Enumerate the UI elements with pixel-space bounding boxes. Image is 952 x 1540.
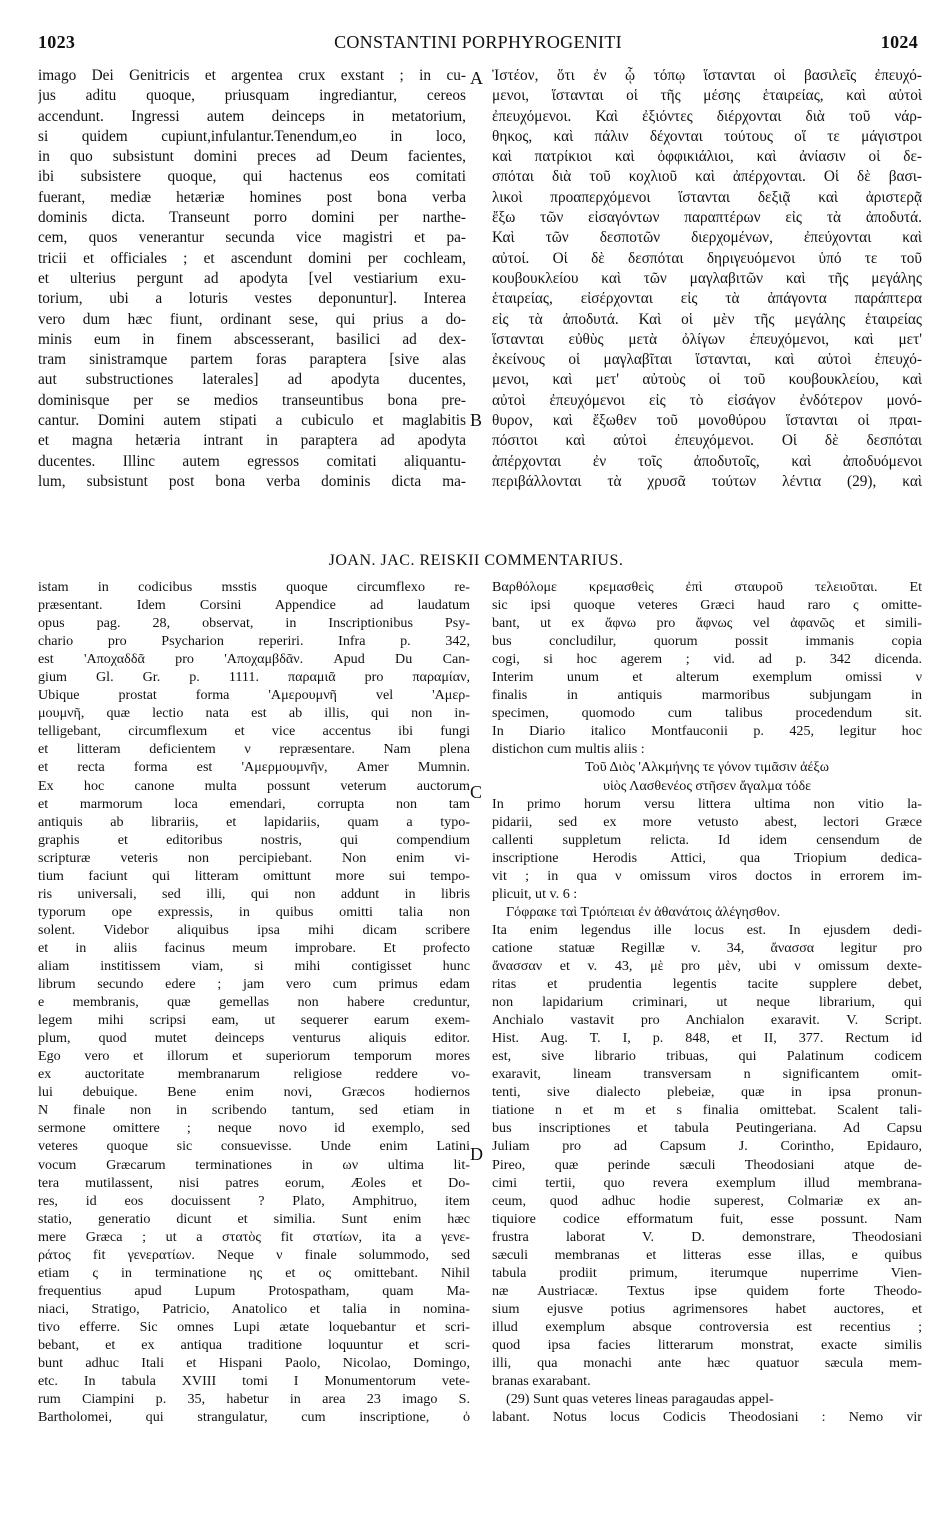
margin-marker-c: C bbox=[470, 782, 483, 802]
text-line: præsentant. Idem Corsini Appendice ad laudatum bbox=[38, 597, 470, 614]
text-line: lui debuique. Bene enim novi, Græcos hodiernos bbox=[38, 1084, 470, 1101]
text-line: bus concludilur, quorum possit immanis copia bbox=[492, 633, 922, 650]
text-line: Ubique prostat forma 'Αμερουμνῆ vel 'Αμερ- bbox=[38, 687, 470, 704]
text-line: distichon cum multis aliis : bbox=[492, 741, 645, 758]
text-line: θηκος, καὶ πάλιν δέχονται τούτους οἵ τε μάγιστροι bbox=[492, 127, 922, 145]
text-line: αὐτοί. Οἱ δὲ δεσπόται δηριγευόμενοι ὑπό τε τοῦ bbox=[492, 249, 922, 267]
text-line: opus pag. 28, observat, in Inscriptionibus Psy- bbox=[38, 615, 470, 632]
text-line: μενοι, ἵστανται οἱ τῆς μέσης ἑταιρείας, καὶ αὐτοὶ bbox=[492, 87, 922, 105]
text-line: ris universali, sed illi, qui non addunt in libris bbox=[38, 885, 470, 902]
text-line: næ Austriacæ. Textus ipse quidem forte Theodo- bbox=[492, 1282, 922, 1299]
text-line: plicuit, ut v. 6 : bbox=[492, 885, 578, 902]
text-line: Γόφρακε ταὶ Τριόπειαι ἐν ἀθανάτοις ἀλέγησθον. bbox=[506, 903, 781, 920]
text-line: et magna hetæria intrant in paraptera ad apodyta bbox=[38, 432, 466, 450]
text-line: αὐτοὶ ἐπευχόμενοι εἰς τὸ εἰσάγον ἐνδότερον μονό- bbox=[492, 391, 922, 409]
text-line: dominis dicta. Transeunt porro domini per narthe- bbox=[38, 209, 466, 227]
text-line: lum, subsistunt post bona verba dominis dicta ma- bbox=[38, 472, 466, 490]
text-line: In primo horum versu littera ultima non vitio la- bbox=[492, 795, 922, 812]
text-line: veteres quoque sic consuevisse. Unde enim Latini bbox=[38, 1138, 470, 1155]
text-line: tiquiore codice efformatum fuit, esse possunt. Nam bbox=[492, 1210, 922, 1227]
text-line: illud exemplum absque controversia est recentius ; bbox=[492, 1318, 922, 1335]
text-line: catione statuæ Regillæ v. 34, ἄνασσα legitur pro bbox=[492, 939, 922, 956]
text-line: σπόται διὰ τοῦ κοχλιοῦ καὶ ἀπέρχονται. Οἱ δὲ βασι- bbox=[492, 168, 922, 186]
text-line: tera mutilassent, nisi patres eorum, Æoles et Do- bbox=[38, 1174, 470, 1191]
text-line: et marmorum loca emendari, corrupta non tam bbox=[38, 795, 470, 812]
text-line: cantur. Domini autem stipati a cubiculo et maglabitis bbox=[38, 412, 466, 430]
text-line: ritas et prudentia legentis tacite supplere debet, bbox=[492, 976, 922, 993]
commentary-left-column bbox=[38, 578, 470, 1426]
text-line: ἑταιρείας, εἰσέρχονται εἰς τὰ ἀπάγοντα παράπτερα bbox=[492, 290, 922, 308]
greek-text-column bbox=[492, 66, 922, 492]
text-line: et in aliis facinus meum improbare. Et profecto bbox=[38, 939, 470, 956]
text-line: tium faciunt qui litteram omittunt more sui tempo- bbox=[38, 867, 470, 884]
text-line: Pireo, quæ perinde sæculi Theodosiani atque de- bbox=[492, 1156, 922, 1173]
text-line: librum secundo edere ; jam vero cum primus edam bbox=[38, 976, 470, 993]
text-line: finalis in antiquis marmoribus subjungam in bbox=[492, 687, 922, 704]
text-line: exaravit, lineam transversam n significantem omit- bbox=[492, 1066, 922, 1083]
text-line: ἄνασσαν et v. 43, μὲ pro μὲν, ubi ν omissum dexte- bbox=[492, 957, 922, 974]
text-line: illi, qua monachi ante hæc quatuor sæcula mem- bbox=[492, 1355, 922, 1372]
text-line: scripturæ veteris non percipiebant. Non enim vi- bbox=[38, 849, 470, 866]
text-line: callenti suppletum relicta. Id idem censendum de bbox=[492, 831, 922, 848]
text-line: branas exarabant. bbox=[492, 1373, 591, 1390]
text-line: gium Gl. Gr. p. 1111. παραμιᾶ pro παραμίαν, bbox=[38, 669, 470, 686]
text-line: legem mihi scripsi eam, ut sequerer earum exem- bbox=[38, 1012, 470, 1029]
text-line: N finale non in scribendo tantum, sed etiam in bbox=[38, 1102, 470, 1119]
text-line: In Diario italico Montfauconii p. 425, legitur hoc bbox=[492, 723, 922, 740]
text-line: statio, generatio dicunt et similia. Sunt enim hæc bbox=[38, 1210, 470, 1227]
text-line: ducentes. Illinc autem egressos comitati aliquantu- bbox=[38, 452, 466, 470]
text-line: καὶ πατρίκιοι καὶ ὀφφικιάλιοι, καὶ ἀνίασιν οἱ δε- bbox=[492, 148, 922, 166]
text-line: εἰς τὰ ἀποδυτά. Καὶ οἱ μὲν τῆς μεγάλης ἑταιρείας bbox=[492, 310, 922, 328]
text-line: λικοὶ προαπερχόμενοι ἵστανται δεξιᾷ καὶ ἀριστερᾷ bbox=[492, 188, 922, 206]
text-line: ἵστανται εὐθὺς μετὰ ὀλίγων ἐπευχόμενοι, καὶ μετ' bbox=[492, 330, 922, 348]
page-header bbox=[38, 32, 918, 54]
text-line: telligebant, circumflexum et vice accentus ibi fungi bbox=[38, 723, 470, 740]
text-line: rum Ciampini p. 35, habetur in area 23 imago S. bbox=[38, 1391, 470, 1408]
text-line: Anchialo vastavit pro Anchialon exaravit. V. Script. bbox=[492, 1012, 922, 1029]
text-line: cimi tertii, quo revera exemplum illud membrana- bbox=[492, 1174, 922, 1191]
text-line: et litteram deficientem ν repræsentare. Nam plena bbox=[38, 741, 470, 758]
text-line: labant. Notus locus Codicis Theodosiani : Nemo vir bbox=[492, 1409, 922, 1426]
text-line: υἱὸς Λασθενέος στῆσεν ἄγαλμα τόδε bbox=[602, 777, 812, 794]
text-line: cogi, si hoc agerem ; vid. ad p. 342 dicenda. bbox=[492, 651, 922, 668]
text-line: frequentius apud Lupum Protospatham, quam Ma- bbox=[38, 1282, 470, 1299]
text-line: frustra laborat V. D. demonstrare, Theodosiani bbox=[492, 1228, 922, 1245]
text-line: ἔξω τῶν εἰσαγόντων παραπτέρων εἰς τὰ ἀποδυτά. bbox=[492, 209, 922, 227]
text-line: si quidem cupiunt,infulantur.Tenendum,eo in loco, bbox=[38, 127, 466, 145]
text-line: in quo subsistunt domini preces ad Deum facientes, bbox=[38, 148, 466, 166]
text-line: torium, ubi a loturis vestes deponuntur]. Interea bbox=[38, 290, 466, 308]
text-line: πόσιτοι καὶ αὐτοὶ ἐπευχόμενοι. Οἱ δὲ δεσπόται bbox=[492, 432, 922, 450]
margin-marker-a: A bbox=[470, 68, 483, 88]
latin-translation-column bbox=[38, 66, 466, 492]
text-line: et recta forma est 'Αμερμουμνῆν, Amer Mumnin. bbox=[38, 759, 470, 776]
text-line: dominisque per se medios transeuntibus bona pre- bbox=[38, 391, 466, 409]
text-line: inscriptione Herodis Attici, qua Triopium dedica- bbox=[492, 849, 922, 866]
text-line: etiam ς in terminatione ης et ος omittebant. Nihil bbox=[38, 1264, 470, 1281]
text-line: vit ; in qua ν omissum viros doctos in errorem im- bbox=[492, 867, 922, 884]
margin-marker-d: D bbox=[470, 1144, 483, 1164]
text-line: κουβουκλείου καὶ τῶν μαγλαβιτῶν καὶ τῆς μεγάλης bbox=[492, 269, 922, 287]
text-line: specimen, quomodo cum talibus procedendum sit. bbox=[492, 705, 922, 722]
text-line: non lapidarium criminari, ut neque librarium, qui bbox=[492, 994, 922, 1011]
text-line: Ex hoc canone multa possunt veterum auctorum bbox=[38, 777, 470, 794]
text-line: etc. In tabula XVIII tomi I Monumentorum vete- bbox=[38, 1373, 470, 1390]
text-line: ἐπευχόμενοι. Καὶ ἐξιόντες διέρχονται διὰ τοῦ νάρ- bbox=[492, 107, 922, 125]
text-line: cem, quos venerantur secunda vice magistri et pa- bbox=[38, 229, 466, 247]
text-line: ράτος fit γενερατίων. Neque ν finale solummodo, sed bbox=[38, 1246, 470, 1263]
text-line: Ego vero et illorum et superiorum temporum mores bbox=[38, 1048, 470, 1065]
text-line: περιβάλλονται τὰ χρυσᾶ τούτων λέντια (29), καὶ bbox=[492, 472, 922, 490]
text-line: res, id eos docuissent ? Plato, Amphitruo, item bbox=[38, 1192, 470, 1209]
text-line: ibi subsistere quoque, qui hactenus eos comitati bbox=[38, 168, 466, 186]
text-line: Hist. Aug. T. I, p. 848, et II, 377. Rectum id bbox=[492, 1030, 922, 1047]
text-line: ἐκείνους οἱ μαγλαβῖται ἵστανται, καὶ αὐτοὶ ἐπευχό- bbox=[492, 351, 922, 369]
text-line: aut substructiones laterales] ad apodyta ducentes, bbox=[38, 371, 466, 389]
text-line: Βαρθόλομε κρεμασθεὶς ἐπὶ σταυροῦ τελειοῦται. Et bbox=[492, 579, 922, 595]
text-line: e membranis, quæ gemellas non habere creduntur, bbox=[38, 994, 470, 1011]
text-line: tenti, sive dialecto plebeiæ, quæ in ipsa pronun- bbox=[492, 1084, 922, 1101]
text-line: tram sinistramque partem foras paraptera [sive alas bbox=[38, 351, 466, 369]
text-line: Bartholomei, qui strangulatur, cum inscriptione, ὁ bbox=[38, 1409, 470, 1426]
text-line: et ulterius pergunt ad apodyta [vel vestiarium exu- bbox=[38, 269, 466, 287]
text-line: aliam institissem viam, si mihi contigisset hunc bbox=[38, 957, 470, 974]
text-line: typorum ope expressis, in quibus omitti talia non bbox=[38, 903, 470, 920]
text-line: tiatione n et m et s finalia omittebat. Scalent tali- bbox=[492, 1102, 922, 1119]
running-title: CONSTANTINI PORPHYROGENITI bbox=[334, 32, 622, 52]
text-line: Καὶ τῶν δεσποτῶν διερχομένων, ἐπεύχονται καὶ bbox=[492, 229, 922, 247]
text-line: ex auctoritate membranarum religiose reddere vo- bbox=[38, 1066, 470, 1083]
text-line: chario pro Psycharion reperiri. Infra p. 342, bbox=[38, 633, 470, 650]
commentary-heading: JOAN. JAC. REISKII COMMENTARIUS. bbox=[328, 552, 624, 569]
page-number-left: 1023 bbox=[38, 32, 76, 52]
text-line: Ἰστέον, ὅτι ἐν ᾧ τόπῳ ἵστανται οἱ βασιλεῖς ἐπευχό- bbox=[492, 67, 922, 84]
text-line: imago Dei Genitricis et argentea crux exstant ; in cu- bbox=[38, 67, 466, 84]
text-line: ceum, quod adhuc hodie superest, Colmariæ ex an- bbox=[492, 1192, 922, 1209]
text-line: sium ejusve potius agrimensores habet auctores, et bbox=[492, 1300, 922, 1317]
text-line: istam in codicibus msstis quoque circumflexo re- bbox=[38, 579, 470, 595]
text-line: solent. Videbor aliquibus ipsa mihi dicam scribere bbox=[38, 921, 470, 938]
text-line: vero dum hæc fiunt, ordinant sese, qui prius a do- bbox=[38, 310, 466, 328]
text-line: bus inscriptiones et tabula Peutingeriana. Ad Capsu bbox=[492, 1120, 922, 1137]
text-line: minis eum in finem abscesserant, basilici ad dex- bbox=[38, 330, 466, 348]
text-line: θυρον, καὶ ἔξωθεν τοῦ μονοθύρου ἵστανται οἱ πραι- bbox=[492, 412, 922, 430]
text-line: plum, quod mutet deinceps venturus aliquis editor. bbox=[38, 1030, 470, 1047]
text-line: bunt adhuc Itali et Hispani Paolo, Nicolao, Domingo, bbox=[38, 1355, 470, 1372]
text-line: niaci, Stratigo, Patricio, Anatolico et talia in nomina- bbox=[38, 1300, 470, 1317]
text-line: antiquis ab librariis, et lapidariis, quam a typo- bbox=[38, 813, 470, 830]
text-line: μενοι, καὶ μετ' αὐτοὺς οἱ τοῦ κουβουκλείου, καὶ bbox=[492, 371, 922, 389]
margin-marker-b: B bbox=[470, 410, 483, 430]
text-line: pidarii, sed ex more vetusto abest, lectori Græce bbox=[492, 813, 922, 830]
text-line: est 'Αποχαδδᾶ pro 'Αποχαμβδᾶν. Apud Du Can- bbox=[38, 651, 470, 668]
text-line: sic ipsi quoque veteres Græci haud raro ς omitte- bbox=[492, 597, 922, 614]
text-line: Ita enim legendus ille locus est. In ejusdem dedi- bbox=[492, 921, 922, 938]
text-line: sæculi membranas et litteras esse illas, e quibus bbox=[492, 1246, 922, 1263]
text-line: tabula prodiit primum, iterumque nuperrime Vien- bbox=[492, 1264, 922, 1281]
text-line: Interim unum et alterum exemplum omissi ν bbox=[492, 669, 922, 686]
text-line: vocum Græcarum terminationes in ων ultima lit- bbox=[38, 1156, 470, 1173]
text-line: ἀπέρχονται ἐν τοῖς ἀποδυτοῖς, καὶ ἀποδυόμενοι bbox=[492, 452, 922, 470]
text-line: bant, ut ex ἄφνω pro ἄφνως vel ἀφανῶς et simili- bbox=[492, 615, 922, 632]
text-line: sermone omittere ; neque novo id exemplo, sed bbox=[38, 1120, 470, 1137]
text-line: tivo efferre. Sic omnes Lupi ætate loquebantur et scri- bbox=[38, 1318, 470, 1335]
text-line: fuerant, mediæ hetæriæ homines post bona verba bbox=[38, 188, 466, 206]
text-line: μουμνῆ, quæ lectio nata est ab illis, qui non in- bbox=[38, 705, 470, 722]
text-line: (29) Sunt quas veteres lineas paragaudas appel- bbox=[506, 1391, 774, 1408]
text-line: mere Græca ; ut a στατὸς fit στατίων, ita a γενε- bbox=[38, 1228, 470, 1245]
text-line: jus aditu quoque, priusquam ingrediantur, cereos bbox=[38, 87, 466, 105]
page-number-right: 1024 bbox=[880, 32, 918, 52]
text-line: Τοῦ Διὸς 'Αλκμήνης τε γόνον τιμᾶσιν ἀέξω bbox=[585, 759, 829, 776]
text-line: accendunt. Ingressi autem deinceps in metatorium, bbox=[38, 107, 466, 125]
text-line: graphis et editoribus nostris, qui compendium bbox=[38, 831, 470, 848]
text-line: bebant, et ex antiqua traditione loquuntur et scri- bbox=[38, 1336, 470, 1353]
text-line: est, sive librario tribuas, qui Palatinum codicem bbox=[492, 1048, 922, 1065]
commentary-right-column bbox=[492, 578, 922, 1426]
text-line: Juliam pro ad Capsum J. Corintho, Epidauro, bbox=[492, 1138, 922, 1155]
text-line: quod ipsa facies litterarum monstrat, exacte similis bbox=[492, 1336, 922, 1353]
text-line: tricii et officiales ; et ascendunt domini per cochleam, bbox=[38, 249, 466, 267]
